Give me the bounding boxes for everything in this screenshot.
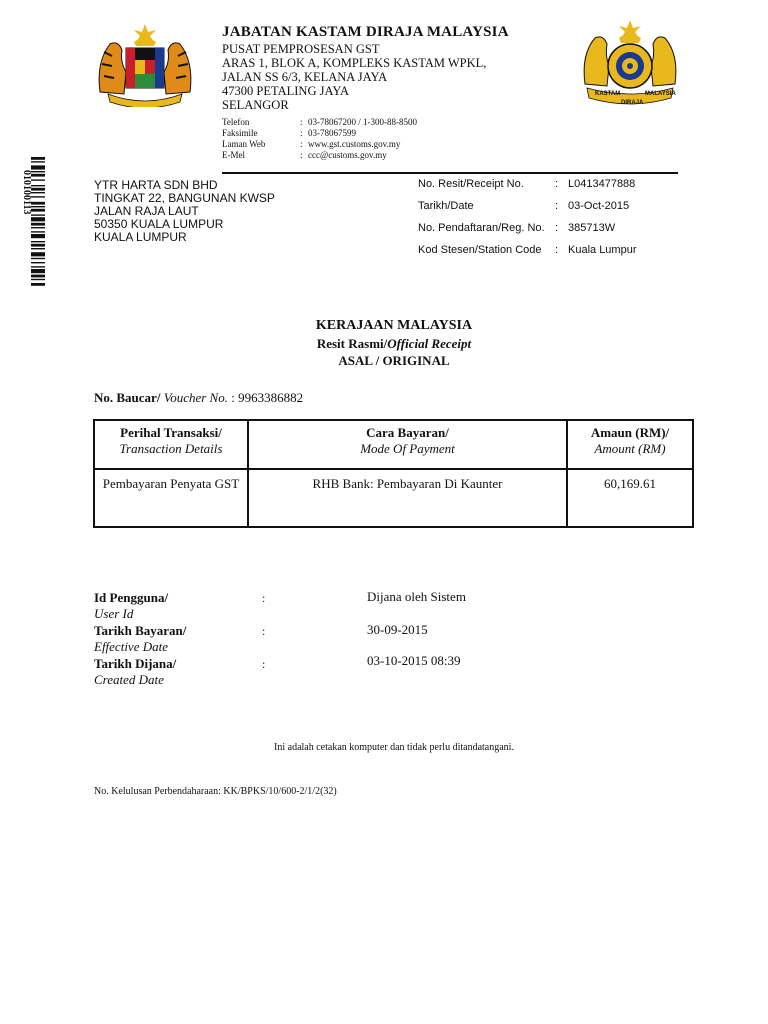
customer-address <box>94 179 275 244</box>
voucher-line <box>94 390 303 406</box>
receipt-meta <box>418 178 637 266</box>
address-line: 47300 PETALING JAYA <box>222 84 350 98</box>
computer-generated-note: Ini adalah cetakan komputer dan tidak perlu ditandatangani. <box>274 742 514 753</box>
customer-line: KUALA LUMPUR <box>94 230 187 244</box>
agency-name: JABATAN KASTAM DIRAJA MALAYSIA <box>222 24 509 40</box>
agency-address <box>222 42 486 112</box>
website-value: www.gst.customs.gov.my <box>308 139 401 149</box>
customer-line: TINGKAT 22, BANGUNAN KWSP <box>94 191 275 205</box>
meta-label: No. Resit/Receipt No. <box>418 178 524 190</box>
meta-row: Kod Stesen/Station Code : Kuala Lumpur <box>418 244 637 256</box>
contact-label: E-Mel <box>222 150 245 160</box>
effective-date-label: Tarikh Bayaran/ Effective Date <box>94 623 187 654</box>
header-divider <box>222 172 678 174</box>
contact-block: Telefon : 03-78067200 / 1-300-88-8500 Faksimile : 03-78067599 Laman Web : www.gst.customs.gov.my E-Mel : ccc@customs.gov.my <box>222 117 417 160</box>
government-title: KERAJAAN MALAYSIA <box>315 318 473 333</box>
receipt-no: L0413477888 <box>568 178 636 190</box>
reg-no: 385713W <box>568 222 616 234</box>
customer-line: YTR HARTA SDN BHD <box>94 178 218 192</box>
station-code: Kuala Lumpur <box>568 244 637 256</box>
col-header-amount: Amaun (RM)/ Amount (RM) <box>567 420 693 469</box>
address-line: ARAS 1, BLOK A, KOMPLEKS KASTAM WPKL, <box>222 56 487 70</box>
fax-value: 03-78067599 <box>308 128 356 138</box>
voucher-label: No. Baucar/ <box>94 390 161 405</box>
kastam-crest-logo <box>577 18 683 110</box>
barcode-number-text: 010100113 <box>21 170 32 215</box>
crest-banner-right: MALAYSIA <box>645 91 676 97</box>
col-header-details: Perihal Transaksi/ Transaction Details <box>94 420 248 469</box>
address-line: JALAN SS 6/3, KELANA JAYA <box>222 70 388 84</box>
address-line: PUSAT PEMPROSESAN GST <box>222 42 380 56</box>
receipt-title: Resit Rasmi/Official Receipt <box>316 336 472 351</box>
table-header-row <box>94 420 693 469</box>
meta-row: Tarikh/Date : 03-Oct-2015 <box>418 200 630 212</box>
voucher-no: : 9963386882 <box>227 390 304 405</box>
meta-label: No. Pendaftaran/Reg. No. <box>418 222 545 234</box>
address-line: SELANGOR <box>222 98 289 112</box>
copy-type: ASAL / ORIGINAL <box>338 353 450 368</box>
effective-date-value: 30-09-2015 <box>367 622 428 637</box>
customer-line: 50350 KUALA LUMPUR <box>94 217 224 231</box>
amount: 60,169.61 <box>567 469 693 527</box>
email-value: ccc@customs.gov.my <box>308 150 387 160</box>
transaction-table <box>93 419 694 528</box>
crest-banner-bottom: DIRAJA <box>621 100 644 106</box>
treasury-approval: No. Kelulusan Perbendaharaan: KK/BPKS/10/600-2/1/2(32) <box>94 786 337 797</box>
contact-label: Faksimile <box>222 128 258 138</box>
receipt-date: 03-Oct-2015 <box>568 200 630 212</box>
user-id-label: Id Pengguna/ User Id <box>94 590 169 621</box>
malaysia-coat-of-arms-logo <box>90 22 200 107</box>
meta-row: No. Pendaftaran/Reg. No. : 385713W <box>418 222 616 234</box>
created-date-label: Tarikh Dijana/ Created Date <box>94 656 177 687</box>
table-row <box>94 469 693 527</box>
meta-row: No. Resit/Receipt No. : L0413477888 <box>418 178 636 190</box>
meta-label: Tarikh/Date <box>418 200 474 212</box>
barcode-number <box>2 160 38 330</box>
phone-value: 03-78067200 / 1-300-88-8500 <box>308 117 417 127</box>
user-id-value: Dijana oleh Sistem <box>367 589 466 604</box>
crest-banner-left: KASTAM <box>595 91 621 97</box>
created-date-value: 03-10-2015 08:39 <box>367 653 461 668</box>
col-header-mode: Cara Bayaran/ Mode Of Payment <box>248 420 567 469</box>
contact-label: Laman Web <box>222 139 266 149</box>
meta-label: Kod Stesen/Station Code <box>418 244 542 256</box>
contact-label: Telefon <box>222 117 250 127</box>
transaction-details: Pembayaran Penyata GST <box>94 469 248 527</box>
customer-line: JALAN RAJA LAUT <box>94 204 199 218</box>
voucher-label-en: Voucher No. <box>160 390 228 405</box>
payment-mode: RHB Bank: Pembayaran Di Kaunter <box>248 469 567 527</box>
